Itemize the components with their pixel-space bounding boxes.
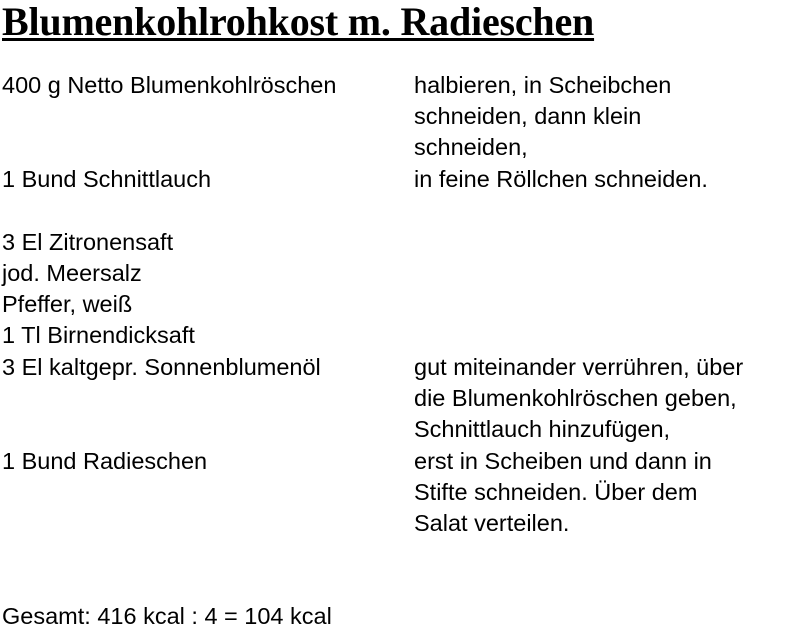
instruction-line: Stifte schneiden. Über dem: [414, 479, 698, 506]
ingredient: 1 Bund Radieschen: [2, 448, 208, 474]
ingredient: 1 Tl Birnendicksaft: [2, 322, 195, 348]
recipe-title: Blumenkohlrohkost m. Radieschen: [2, 0, 595, 44]
ingredient: 400 g Netto Blumenkohlröschen: [2, 72, 337, 98]
instruction: [414, 164, 790, 195]
instruction: [414, 352, 790, 446]
instruction-line: in feine Röllchen schneiden.: [414, 166, 708, 192]
ingredient: 1 Bund Schnittlauch: [2, 166, 212, 192]
ingredient: jod. Meersalz: [2, 260, 142, 286]
ingredient: 3 El Zitronensaft: [2, 229, 174, 255]
instruction: [414, 446, 790, 540]
instruction-line: die Blumenkohlröschen geben,: [414, 385, 737, 412]
instruction-line: erst in Scheiben und dann in: [414, 448, 712, 474]
instruction-line: halbieren, in Scheibchen: [414, 72, 672, 98]
instruction-line: Schnittlauch hinzufügen,: [414, 416, 671, 443]
instruction-line: schneiden, dann klein: [414, 103, 642, 130]
calorie-total: Gesamt: 416 kcal : 4 = 104 kcal: [2, 603, 332, 629]
instruction-line: gut miteinander verrühren, über: [414, 354, 744, 380]
instruction: [414, 70, 790, 164]
ingredient: 3 El kaltgepr. Sonnenblumenöl: [2, 354, 321, 380]
ingredient: Pfeffer, weiß: [2, 291, 133, 317]
instruction-line: Salat verteilen.: [414, 510, 570, 537]
instruction-line: schneiden,: [414, 134, 528, 161]
